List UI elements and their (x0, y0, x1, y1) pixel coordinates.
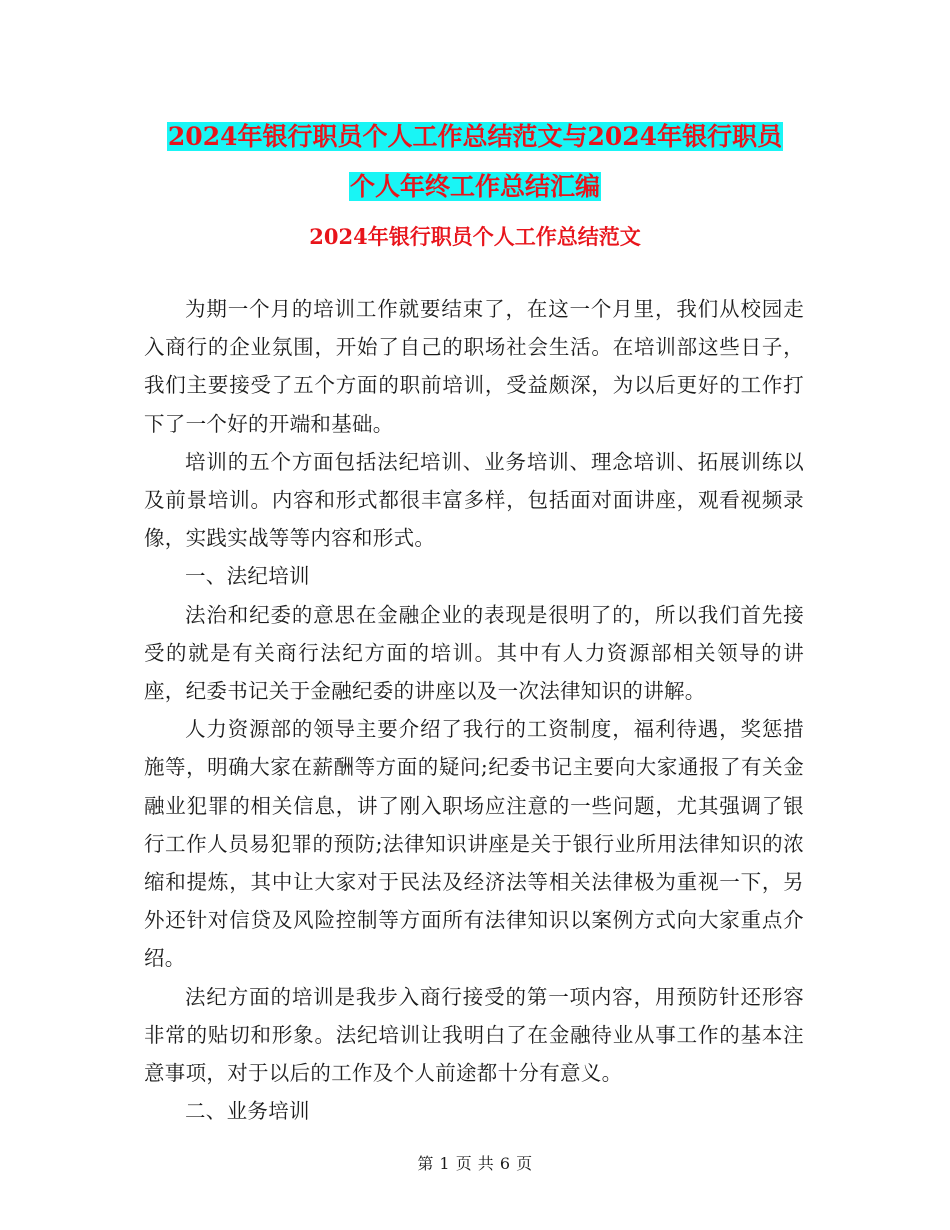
paragraph: 培训的五个方面包括法纪培训、业务培训、理念培训、拓展训练以及前景培训。内容和形式都很丰富多样，包括面对面讲座，观看视频录像，实践实战等等内容和形式。 (144, 449, 804, 551)
document-title (0, 112, 950, 212)
section-heading: 2024年银行职员个人工作总结范文 (309, 224, 641, 249)
paragraph: 人力资源部的领导主要介绍了我行的工资制度，福利待遇，奖惩措施等，明确大家在薪酬等方面的疑问;纪委书记主要向大家通报了有关金融业犯罪的相关信息，讲了刚入职场应注意的一些问题，尤其强调了银行工作人员易犯罪的预防;法律知识讲座是关于银行业所用法律知识的浓缩和提炼，其中让大家对于民法及经济法等相关法律极为重视一下，另外还针对信贷及风险控制等方面所有法律知识以案例方式向大家重点介绍。 (144, 717, 804, 971)
paragraph: 法纪方面的培训是我步入商行接受的第一项内容，用预防针还形容非常的贴切和形象。法纪培训让我明白了在金融待业从事工作的基本注意事项，对于以后的工作及个人前途都十分有意义。 (144, 984, 804, 1086)
document-body (144, 290, 804, 1130)
subheading-business-training: 二、业务培训 (185, 1099, 310, 1124)
subheading-legal-training: 一、法纪培训 (185, 564, 310, 589)
paragraph: 法治和纪委的意思在金融企业的表现是很明了的，所以我们首先接受的就是有关商行法纪方面的培训。其中有人力资源部相关领导的讲座，纪委书记关于金融纪委的讲座以及一次法律知识的讲解。 (144, 602, 804, 704)
document-title-line-2: 个人年终工作总结汇编 (349, 172, 600, 201)
paragraph: 为期一个月的培训工作就要结束了，在这一个月里，我们从校园走入商行的企业氛围，开始了自己的职场社会生活。在培训部这些日子，我们主要接受了五个方面的职前培训，受益颇深，为以后更好的工作打下了一个好的开端和基础。 (144, 297, 804, 436)
page-number-footer: 第 1 页 共 6 页 (417, 1154, 533, 1173)
document-title-line-1: 2024年银行职员个人工作总结范文与2024年银行职员 (167, 122, 783, 151)
